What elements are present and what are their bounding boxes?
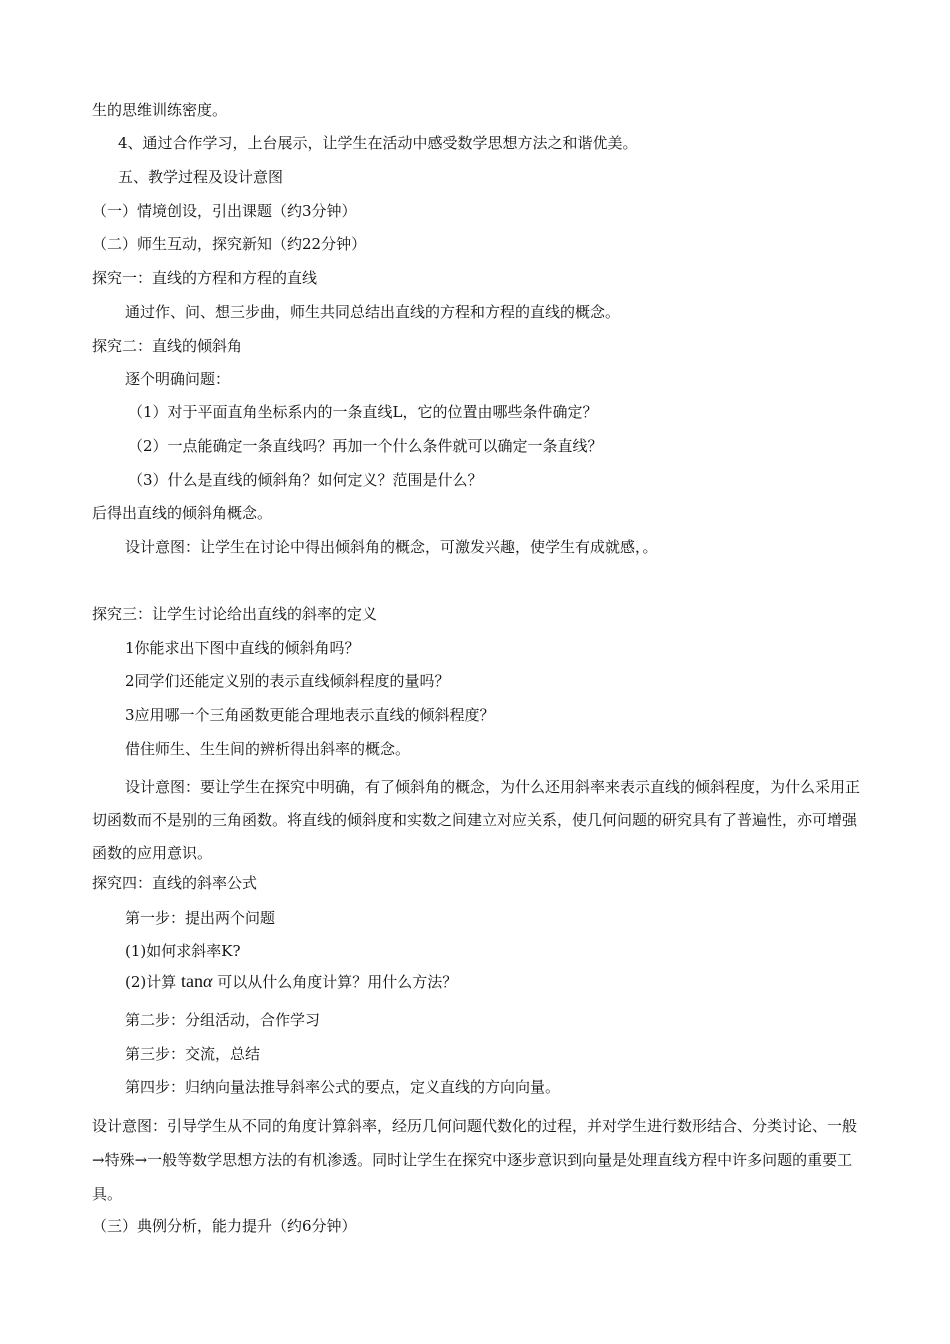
text-line: 通过作、问、想三步曲，师生共同总结出直线的方程和方程的直线的概念。 (125, 303, 621, 321)
formula-prefix: (2)计算 (125, 973, 177, 991)
text-line: 4、通过合作学习，上台展示，让学生在活动中感受数学思想方法之和谐优美。 (118, 134, 638, 152)
explore-heading: 探究四：直线的斜率公式 (92, 874, 258, 892)
explore-heading: 探究二：直线的倾斜角 (92, 337, 243, 355)
step-item: 第四步：归纳向量法推导斜率公式的要点，定义直线的方向向量。 (125, 1078, 561, 1096)
formula-var: α (203, 971, 213, 991)
step-item: 第二步：分组活动，合作学习 (125, 1011, 321, 1029)
text-line: 借住师生、生生间的辨析得出斜率的概念。 (125, 740, 411, 758)
explore-heading: 探究三：让学生讨论给出直线的斜率的定义 (92, 605, 378, 623)
step-item: 第三步：交流，总结 (125, 1045, 261, 1063)
subsection-heading: （一）情境创设，引出课题（约3分钟） (92, 202, 357, 220)
formula-suffix: 可以从什么角度计算？用什么方法？ (217, 973, 458, 991)
text-line: 后得出直线的倾斜角概念。 (92, 504, 273, 522)
question-item: (1)如何求斜率K? (125, 942, 241, 960)
question-item: 1你能求出下图中直线的倾斜角吗？ (125, 639, 360, 657)
explore-heading: 探究一：直线的方程和方程的直线 (92, 269, 318, 287)
question-item: （3）什么是直线的倾斜角？如何定义？范围是什么？ (128, 471, 483, 489)
design-intent: 设计意图：引导学生从不同的角度计算斜率，经历几何问题代数化的过程，并对学生进行数形结合、分类讨论、一般→特殊→一般等数学思想方法的有机渗透。同时让学生在探究中逐步意识到向量是处理直线方程中许多问题的重要工具。 (92, 1117, 858, 1203)
question-item: 3应用哪一个三角函数更能合理地表示直线的倾斜程度？ (125, 706, 495, 724)
question-item: （2）一点能确定一条直线吗？再加一个什么条件就可以确定一条直线？ (128, 437, 603, 455)
subsection-heading: （三）典例分析，能力提升（约6分钟） (92, 1217, 357, 1235)
question-item: （1）对于平面直角坐标系内的一条直线L，它的位置由哪些条件确定？ (128, 403, 598, 421)
formula-func: tan (181, 971, 204, 991)
step-item: 第一步：提出两个问题 (125, 909, 276, 927)
design-intent: 设计意图：要让学生在探究中明确，有了倾斜角的概念，为什么还用斜率来表示直线的倾斜程度，为什么采用正切函数而不是别的三角函数。将直线的倾斜度和实数之间建立对应关系，使几何问题的研究具有了普遍性，亦可增强函数的应用意识。 (92, 778, 861, 862)
question-item: 2同学们还能定义别的表示直线倾斜程度的量吗？ (125, 672, 450, 690)
design-intent: 设计意图：让学生在讨论中得出倾斜角的概念，可激发兴趣，使学生有成就感，。 (125, 538, 658, 556)
section-heading: 五、教学过程及设计意图 (118, 168, 284, 186)
text-line: 逐个明确问题： (125, 370, 231, 388)
subsection-heading: （二）师生互动，探究新知（约22分钟） (92, 235, 367, 253)
tan-alpha-formula (181, 971, 212, 991)
text-line: 生的思维训练密度。 (92, 101, 228, 119)
formula-question (125, 970, 457, 993)
